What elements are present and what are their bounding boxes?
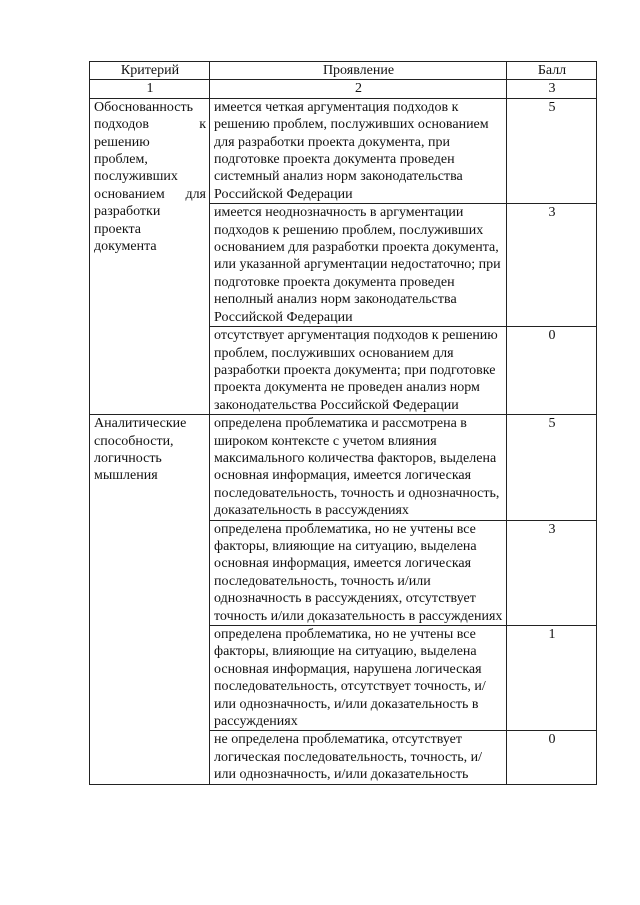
header-row [90, 62, 597, 80]
header-manifestation: Проявление [210, 62, 507, 80]
score-cell: 5 [507, 98, 597, 203]
manifestation-cell: имеется четкая аргументация подходов к решению проблем, послуживших основанием для разработки проекта документа, при подготовке проекта документа проведен системный анализ норм законодательства Российской Федерации [210, 98, 507, 203]
criterion-cell: Обоснованность подходов к решению проблем, послуживших основанием для разработки проекта документа [90, 98, 210, 414]
score-cell: 1 [507, 626, 597, 731]
manifestation-cell: имеется неоднозначность в аргументации подходов к решению проблем, послуживших основанием для разработки проекта документа, или указанной аргументации недостаточно; при подготовке проекта документа проведен неполный анализ норм законодательства Российской Федерации [210, 204, 507, 327]
manifestation-cell: определена проблематика, но не учтены все факторы, влияющие на ситуацию, выделена основная информация, нарушена логическая последовательность, отсутствует точность, и/или однозначность, и/или доказательность в рассуждениях [210, 626, 507, 731]
header-score: Балл [507, 62, 597, 80]
score-cell: 5 [507, 415, 597, 520]
column-number-1: 1 [90, 80, 210, 98]
manifestation-cell: определена проблематика и рассмотрена в широком контексте с учетом влияния максимального количества факторов, выделена основная информация, имеется логическая последовательность, точность и однозначность, доказательность в рассуждениях [210, 415, 507, 520]
criterion-cell: Аналитические способности, логичность мышления [90, 415, 210, 785]
table-row [90, 415, 597, 520]
score-cell: 3 [507, 204, 597, 327]
score-cell: 0 [507, 731, 597, 784]
header-criterion: Критерий [90, 62, 210, 80]
column-number-row [90, 80, 597, 98]
table-row [90, 98, 597, 203]
column-number-3: 3 [507, 80, 597, 98]
manifestation-text: не определена проблематика, отсутствует логическая последовательность, точность, и/или однозначность, и/или доказательность [214, 732, 483, 783]
manifestation-cell: отсутствует аргументация подходов к решению проблем, послуживших основанием для разработки проекта документа; при подготовке проекта документа не проведен анализ норм законодательства Российской Федерации [210, 327, 507, 415]
manifestation-cell [210, 731, 507, 784]
manifestation-cell: определена проблематика, но не учтены все факторы, влияющие на ситуацию, выделена основная информация, имеется логическая последовательность, точность и/или однозначность в рассуждениях, отсутствует точность и/или доказательность в рассуждениях [210, 520, 507, 625]
score-cell: 0 [507, 327, 597, 415]
score-cell: 3 [507, 520, 597, 625]
column-number-2: 2 [210, 80, 507, 98]
criteria-table [89, 61, 597, 785]
